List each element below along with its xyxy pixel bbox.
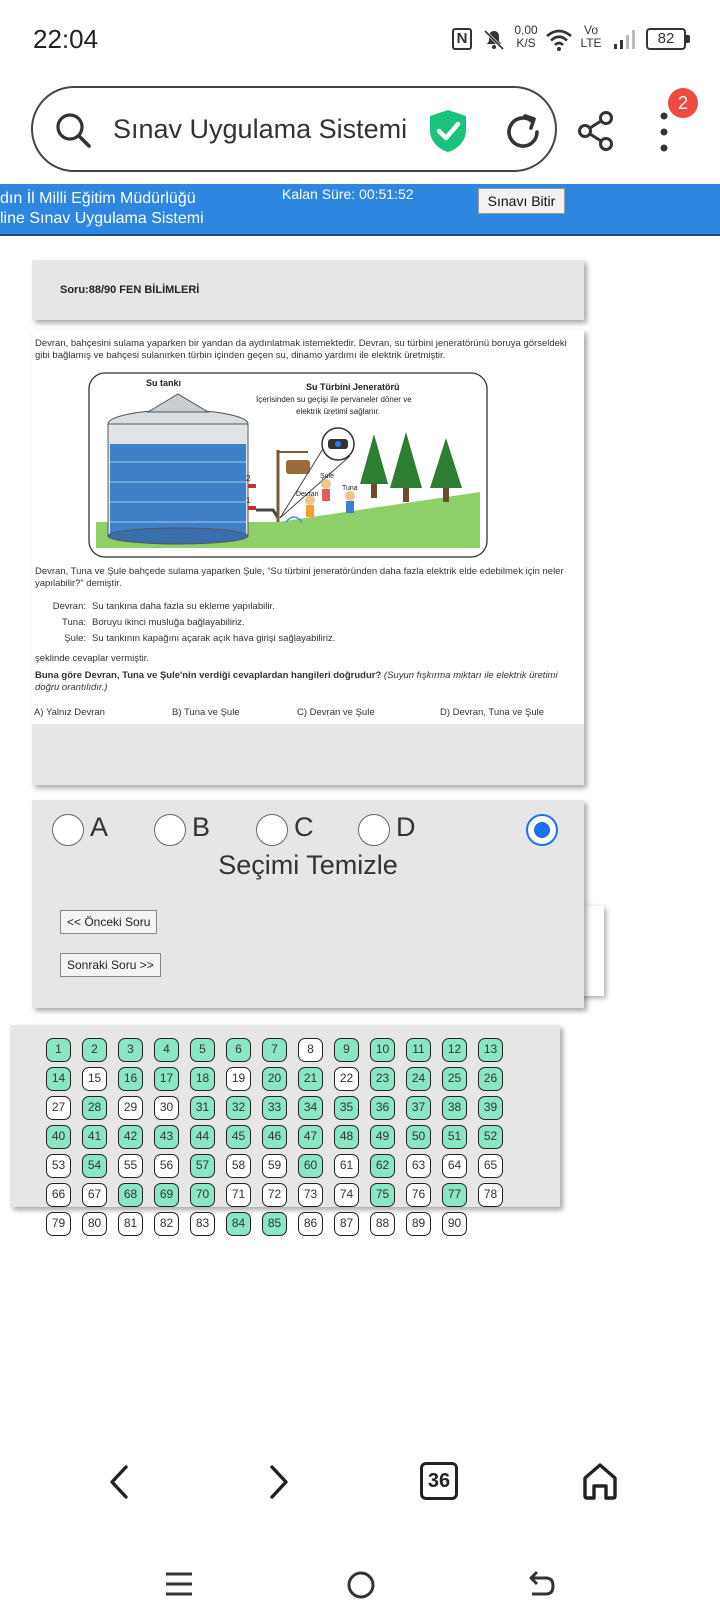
question-number-button[interactable]: 17: [154, 1067, 179, 1091]
name-sule: Şule: [320, 473, 335, 480]
question-number-button[interactable]: 30: [154, 1096, 179, 1120]
answer-text: Su tankına daha fazla su ekleme yapılabilir.: [92, 601, 275, 612]
question-prompt-note: (Suyun fışkırma miktarı ile elektrik üretimi doğru orantılıdır.): [35, 670, 558, 693]
question-number-button[interactable]: 66: [46, 1183, 71, 1207]
answer-speaker: Şule:: [64, 633, 86, 644]
name-tuna: Tuna: [342, 485, 358, 492]
question-prompt: [35, 670, 575, 694]
question-number-button[interactable]: 55: [118, 1154, 143, 1178]
question-number-button[interactable]: 85: [262, 1212, 287, 1236]
wifi-icon: [545, 28, 573, 52]
question-number-button[interactable]: 52: [478, 1125, 503, 1149]
question-number-button[interactable]: 87: [334, 1212, 359, 1236]
generator-desc-2: elektrik üretimi sağlanır.: [296, 407, 381, 416]
question-number-button[interactable]: 82: [154, 1212, 179, 1236]
question-title: Soru:88/90 FEN BİLİMLERİ: [60, 284, 200, 296]
question-number-button[interactable]: 33: [262, 1096, 287, 1120]
option-d: D) Devran, Tuna ve Şule: [440, 707, 545, 718]
tab-count-button[interactable]: 36: [420, 1462, 458, 1500]
previous-question-button[interactable]: << Önceki Soru: [60, 910, 157, 934]
recent-apps-icon[interactable]: [164, 1570, 194, 1598]
question-number-button[interactable]: 15: [82, 1067, 107, 1091]
question-number-button[interactable]: 83: [190, 1212, 215, 1236]
next-question-button[interactable]: Sonraki Soru >>: [60, 953, 161, 977]
question-number-button[interactable]: 41: [82, 1125, 107, 1149]
question-title-card: [32, 260, 584, 320]
question-number-button[interactable]: 84: [226, 1212, 251, 1236]
question-number-button[interactable]: 44: [190, 1125, 215, 1149]
question-number-button[interactable]: 70: [190, 1183, 215, 1207]
question-number-button[interactable]: 2: [82, 1038, 107, 1062]
question-number-button[interactable]: 88: [370, 1212, 395, 1236]
question-number-button[interactable]: 21: [298, 1067, 323, 1091]
net-speed-unit: K/S: [516, 36, 536, 50]
question-number-button[interactable]: 8: [298, 1038, 323, 1062]
answer-tuna: [42, 617, 245, 628]
question-number-button[interactable]: 56: [154, 1154, 179, 1178]
question-number-button[interactable]: 32: [226, 1096, 251, 1120]
question-number-button[interactable]: 27: [46, 1096, 71, 1120]
clear-selection-radio[interactable]: [526, 814, 558, 846]
tap-2-label: 2: [246, 474, 251, 483]
forward-arrow-icon[interactable]: [266, 1464, 292, 1500]
question-prompt-main: Buna göre Devran, Tuna ve Şule'nin verdiği cevaplardan hangileri doğrudur?: [35, 670, 382, 681]
lte-top: Vo: [583, 23, 598, 37]
nfc-icon: N: [452, 28, 472, 50]
question-number-button[interactable]: 61: [334, 1154, 359, 1178]
choice-a-label: A: [90, 812, 109, 842]
question-number-button[interactable]: 35: [334, 1096, 359, 1120]
question-number-button[interactable]: 39: [478, 1096, 503, 1120]
question-number-button[interactable]: 48: [334, 1125, 359, 1149]
question-number-button[interactable]: 63: [406, 1154, 431, 1178]
search-bar[interactable]: [31, 86, 557, 172]
option-a: A) Yalnız Devran: [34, 707, 105, 718]
back-arrow-icon[interactable]: [106, 1464, 132, 1500]
tank-label: Su tankı: [146, 378, 182, 388]
question-number-button[interactable]: 57: [190, 1154, 215, 1178]
question-number-button[interactable]: 59: [262, 1154, 287, 1178]
signal-icon: [613, 28, 637, 50]
question-number-button[interactable]: 58: [226, 1154, 251, 1178]
question-number-button[interactable]: 71: [226, 1183, 251, 1207]
url-text[interactable]: Sınav Uygulama Sistemi: [113, 114, 408, 144]
question-number-button[interactable]: 46: [262, 1125, 287, 1149]
question-number-button[interactable]: 14: [46, 1067, 71, 1091]
exam-header: [0, 184, 720, 236]
question-number-button[interactable]: 37: [406, 1096, 431, 1120]
share-icon[interactable]: [576, 110, 616, 152]
question-number-button[interactable]: 6: [226, 1038, 251, 1062]
question-number-button[interactable]: 74: [334, 1183, 359, 1207]
question-number-button[interactable]: 79: [46, 1212, 71, 1236]
question-number-button[interactable]: 60: [298, 1154, 323, 1178]
remaining-time: Kalan Süre: 00:51:52: [282, 186, 414, 202]
question-number-button[interactable]: 7: [262, 1038, 287, 1062]
more-menu-icon[interactable]: [656, 108, 672, 156]
question-number-button[interactable]: 24: [406, 1067, 431, 1091]
question-number-button[interactable]: 54: [82, 1154, 107, 1178]
question-number-button[interactable]: 3: [118, 1038, 143, 1062]
question-number-button[interactable]: 53: [46, 1154, 71, 1178]
question-number-button[interactable]: 38: [442, 1096, 467, 1120]
choice-b-radio[interactable]: [154, 814, 186, 846]
question-number-button[interactable]: 73: [298, 1183, 323, 1207]
question-number-button[interactable]: 69: [154, 1183, 179, 1207]
generator-desc-1: İçerisinden su geçişi ile pervaneler döner ve: [256, 395, 412, 404]
question-number-button[interactable]: 89: [406, 1212, 431, 1236]
question-number-button[interactable]: 90: [442, 1212, 467, 1236]
question-number-button[interactable]: 11: [406, 1038, 431, 1062]
question-number-button[interactable]: 80: [82, 1212, 107, 1236]
lte-indicator: [580, 24, 602, 50]
question-number-button[interactable]: 13: [478, 1038, 503, 1062]
question-number-button[interactable]: 16: [118, 1067, 143, 1091]
question-number-button[interactable]: 51: [442, 1125, 467, 1149]
mute-bell-icon: [482, 28, 506, 52]
home-icon[interactable]: [580, 1460, 620, 1502]
question-number-button[interactable]: 20: [262, 1067, 287, 1091]
net-speed: [512, 24, 540, 50]
clear-selection-label[interactable]: Seçimi Temizle: [218, 850, 398, 880]
notification-badge: 2: [668, 88, 698, 118]
net-speed-value: 0,00: [514, 23, 538, 37]
question-number-button[interactable]: 62: [370, 1154, 395, 1178]
question-number-button[interactable]: 75: [370, 1183, 395, 1207]
question-number-button[interactable]: 76: [406, 1183, 431, 1207]
water-turbine-figure: [88, 372, 488, 558]
question-number-button[interactable]: 50: [406, 1125, 431, 1149]
question-number-button[interactable]: 1: [46, 1038, 71, 1062]
choice-b-label: B: [192, 812, 211, 842]
question-number-button[interactable]: 49: [370, 1125, 395, 1149]
answer-speaker: Tuna:: [62, 617, 86, 628]
question-number-button[interactable]: 10: [370, 1038, 395, 1062]
home-circle-icon[interactable]: [346, 1570, 376, 1600]
question-number-button[interactable]: 18: [190, 1067, 215, 1091]
header-org-title: dın İl Milli Eğitim Müdürlüğü: [0, 190, 196, 207]
question-number-button[interactable]: 34: [298, 1096, 323, 1120]
choice-a-radio[interactable]: [52, 814, 84, 846]
question-number-button[interactable]: 12: [442, 1038, 467, 1062]
search-icon[interactable]: [53, 110, 93, 150]
question-number-button[interactable]: 45: [226, 1125, 251, 1149]
question-number-button[interactable]: 72: [262, 1183, 287, 1207]
question-number-button[interactable]: 26: [478, 1067, 503, 1091]
choice-d-label: D: [396, 812, 416, 842]
question-number-button[interactable]: 28: [82, 1096, 107, 1120]
generator-title: Su Türbini Jeneratörü: [306, 382, 400, 392]
question-number-button[interactable]: 42: [118, 1125, 143, 1149]
battery-icon: 82: [646, 28, 686, 50]
status-time: 22:04: [33, 24, 99, 54]
question-number-button[interactable]: 36: [370, 1096, 395, 1120]
question-number-button[interactable]: 23: [370, 1067, 395, 1091]
answer-panel: [32, 800, 584, 1008]
question-number-button[interactable]: 86: [298, 1212, 323, 1236]
answer-speaker: Devran:: [52, 601, 86, 612]
answer-text: Su tankının kapağını açarak açık hava girişi sağlayabiliriz.: [92, 633, 336, 644]
question-closing: şeklinde cevaplar vermiştir.: [35, 653, 150, 664]
status-bar: [0, 0, 720, 80]
question-number-button[interactable]: 9: [334, 1038, 359, 1062]
tap-1-label: 1: [246, 496, 251, 505]
question-number-button[interactable]: 81: [118, 1212, 143, 1236]
reload-icon[interactable]: [501, 110, 545, 154]
choice-d-radio[interactable]: [358, 814, 390, 846]
question-scenario: Devran, Tuna ve Şule bahçede sulama yaparken Şule, “Su türbini jeneratöründen daha fazla elektrik elde edebilmek için neler yapılabilir?” demiştir.: [35, 566, 564, 589]
question-content: [32, 330, 584, 724]
shield-check-icon[interactable]: [427, 108, 469, 154]
choice-c-label: C: [294, 812, 314, 842]
question-number-button[interactable]: 43: [154, 1125, 179, 1149]
question-number-button[interactable]: 29: [118, 1096, 143, 1120]
question-number-button[interactable]: 78: [478, 1183, 503, 1207]
question-number-button[interactable]: 67: [82, 1183, 107, 1207]
finish-exam-button[interactable]: Sınavı Bitir: [478, 188, 565, 214]
question-number-button[interactable]: 5: [190, 1038, 215, 1062]
question-number-button[interactable]: 25: [442, 1067, 467, 1091]
question-card: [32, 330, 584, 785]
header-system-title: line Sınav Uygulama Sistemi: [0, 210, 204, 227]
question-number-button[interactable]: 77: [442, 1183, 467, 1207]
question-number-button[interactable]: 31: [190, 1096, 215, 1120]
question-number-button[interactable]: 22: [334, 1067, 359, 1091]
name-devran: Devran: [296, 491, 319, 498]
answer-text: Boruyu ikinci musluğa bağlayabiliriz.: [92, 617, 245, 628]
question-number-button[interactable]: 65: [478, 1154, 503, 1178]
question-number-button[interactable]: 68: [118, 1183, 143, 1207]
question-number-button[interactable]: 47: [298, 1125, 323, 1149]
option-b: B) Tuna ve Şule: [172, 707, 240, 718]
system-back-icon[interactable]: [526, 1568, 556, 1600]
question-number-button[interactable]: 64: [442, 1154, 467, 1178]
question-number-button[interactable]: 40: [46, 1125, 71, 1149]
choice-c-radio[interactable]: [256, 814, 288, 846]
question-number-button[interactable]: 19: [226, 1067, 251, 1091]
answer-sule: [42, 633, 335, 644]
lte-bottom: LTE: [580, 36, 602, 50]
answer-devran: [42, 601, 275, 612]
option-c: C) Devran ve Şule: [297, 707, 375, 718]
question-intro: Devran, bahçesini sulama yaparken bir yandan da aydınlatmak istemektedir. Devran, su türbini jeneratörünü boruya görseldeki gibi bağlamış ve bahçesi sulanırken türbin içinden geçen su, dinamo yardımı ile elektrik üretmiştir.: [35, 338, 567, 361]
question-number-button[interactable]: 4: [154, 1038, 179, 1062]
